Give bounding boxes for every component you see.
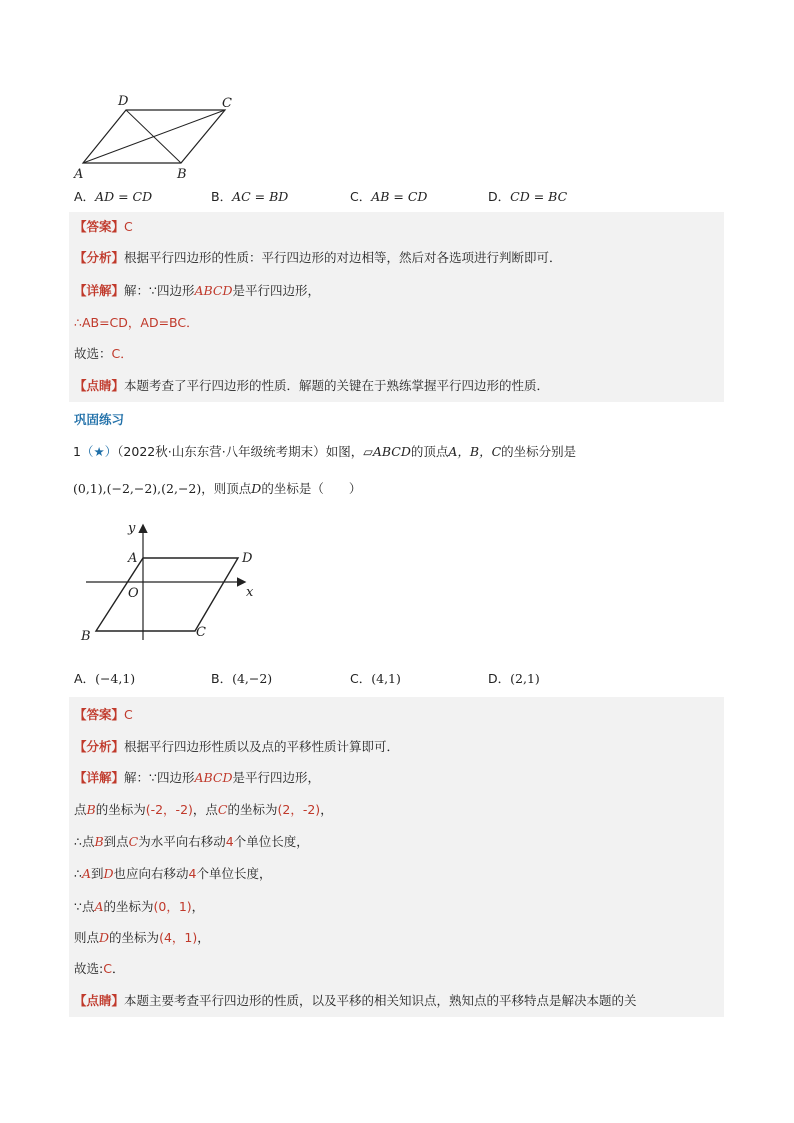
q1-detail-line-4: ∴A到D也应向右移动4个单位长度， <box>74 866 272 881</box>
q0-detail-line-1: 【详解】解：∵四边形ABCD是平行四边形， <box>74 283 321 298</box>
vertex-label-d: D <box>242 551 253 566</box>
q1-detail-line-7: 故选:C． <box>74 961 125 976</box>
q1-detail-line-6: 则点D的坐标为(4，1)， <box>74 930 210 945</box>
q0-solution-block <box>69 212 724 402</box>
q1-detail-line-3: ∴点B到点C为水平向右移动4个单位长度， <box>74 834 309 849</box>
vertex-label-c: C <box>196 625 206 640</box>
q1-choice-d[interactable]: D．(2,1) <box>488 671 540 686</box>
q0-choice-c[interactable]: C．AB = CD <box>350 189 428 204</box>
star-icon: （★） <box>80 444 118 459</box>
q0-analysis: 【分析】根据平行四边形的性质：平行四边形的对边相等，然后对各选项进行判断即可． <box>74 250 562 265</box>
parallelogram-abcd <box>96 558 238 631</box>
q1-analysis: 【分析】根据平行四边形性质以及点的平移性质计算即可． <box>74 739 400 754</box>
q1-choice-c[interactable]: C．(4,1) <box>350 671 401 686</box>
axis-label-x: x <box>246 585 254 600</box>
q0-choice-d[interactable]: D．CD = BC <box>488 189 568 204</box>
q0-choice-a[interactable]: A．AD = CD <box>74 189 153 204</box>
q1-detail-line-1: 【详解】解：∵四边形ABCD是平行四边形， <box>74 770 321 785</box>
q0-detail-line-2: ∴AB=CD，AD=BC． <box>74 315 199 330</box>
vertex-label-b: B <box>81 629 91 644</box>
diagonal-bd <box>126 110 181 163</box>
q1-answer: 【答案】C <box>74 707 133 722</box>
parallelogram-figure-1 <box>70 90 250 182</box>
section-title: 巩固练习 <box>74 412 125 427</box>
origin-label-o: O <box>128 586 139 601</box>
q1-comment: 【点睛】本题主要考查平行四边形的性质，以及平移的相关知识点，熟知点的平移特点是解决本题的关 <box>74 993 637 1008</box>
q1-choice-b[interactable]: B．(4,−2) <box>211 671 273 686</box>
q1-choice-a[interactable]: A．(−4,1) <box>74 671 136 686</box>
q0-choice-b[interactable]: B．AC = BD <box>211 189 289 204</box>
vertex-label-c: C <box>222 96 232 111</box>
q1-stem-line-2: (0,1),(−2,−2),(2,−2)，则顶点D的坐标是（ ） <box>73 481 362 496</box>
q1-solution-block <box>69 697 724 1017</box>
q0-detail-line-3: 故选：C． <box>74 346 133 361</box>
vertex-label-a: A <box>128 551 138 566</box>
q1-stem-line-1: 1（★）（2022秋·山东东营·八年级统考期末）如图，▱ABCD的顶点A，B，C的坐标分别是 <box>73 444 577 459</box>
q0-answer: 【答案】C <box>74 219 133 234</box>
coordinate-figure-2 <box>76 518 266 646</box>
q0-comment: 【点睛】本题考查了平行四边形的性质．解题的关键在于熟练掌握平行四边形的性质． <box>74 378 550 393</box>
q1-choices <box>74 669 734 689</box>
q1-detail-line-5: ∵点A的坐标为(0，1)， <box>74 899 205 914</box>
axis-label-y: y <box>128 521 136 536</box>
vertex-label-a: A <box>74 167 84 182</box>
vertex-label-b: B <box>177 167 187 182</box>
q1-detail-line-2: 点B的坐标为(-2，-2)，点C的坐标为(2，-2)， <box>74 802 333 817</box>
vertex-label-d: D <box>118 94 129 109</box>
q0-choices <box>74 187 734 207</box>
